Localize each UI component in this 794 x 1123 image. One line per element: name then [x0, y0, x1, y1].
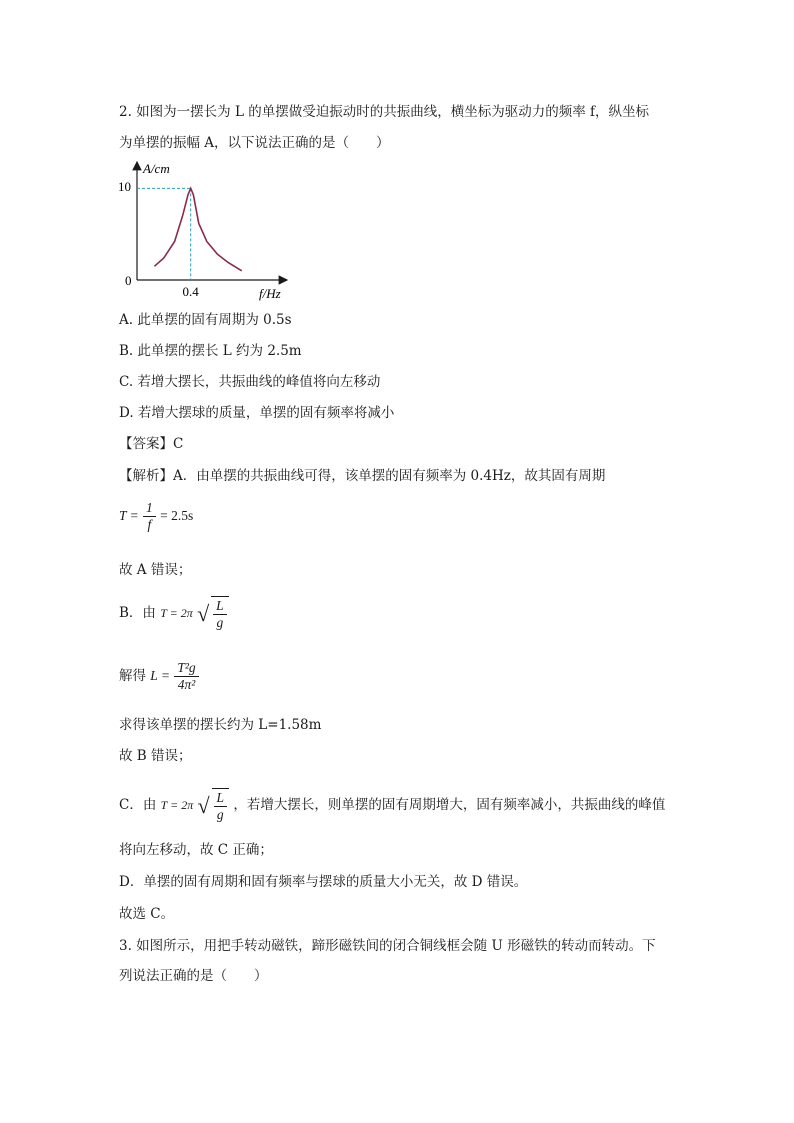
option-b: B. 此单摆的摆长 L 约为 2.5m [119, 343, 302, 359]
analysis-a: 【解析】A．由单摆的共振曲线可得，该单摆的固有频率为 0.4Hz，故其固有周期 [119, 468, 606, 484]
result-b: 求得该单摆的摆长约为 L=1.58m [119, 717, 322, 733]
x-axis-label: f/Hz [259, 286, 281, 301]
conclusion-a: 故 A 错误； [119, 562, 192, 578]
y-tick-label: 10 [118, 179, 131, 194]
analysis-b [119, 596, 229, 631]
resonance-curve [154, 188, 241, 270]
option-c: C. 若增大摆长，共振曲线的峰值将向左移动 [119, 374, 381, 390]
fraction-1-over-f [143, 500, 156, 533]
sqrt-numerator: L [213, 598, 227, 615]
q2-stem-line1: 2. 如图为一摆长为 L 的单摆做受迫振动时的共振曲线，横坐标为驱动力的频率 f，纵坐标 [119, 104, 650, 120]
option-a: A. 此单摆的固有周期为 0.5s [119, 312, 292, 328]
fraction-L-denominator: 4π² [177, 677, 196, 692]
final-choice: 故选 C。 [119, 906, 175, 922]
radical-sign: √ [197, 601, 210, 626]
radical-sign: √ [197, 793, 210, 818]
x-tick-label: 0.4 [182, 284, 199, 299]
solve-L [119, 660, 199, 693]
analysis-c-prefix: C．由 [119, 797, 157, 813]
analysis-d: D．单摆的固有周期和固有频率与摆球的质量大小无关，故 D 错误。 [119, 874, 528, 890]
sqrt-denominator: g [216, 615, 224, 630]
q2-stem-line2: 为单摆的振幅 A，以下说法正确的是（ ） [119, 135, 390, 151]
y-axis-label: A/cm [143, 161, 170, 176]
sqrt-denominator: g [216, 807, 224, 822]
q3-stem-line2: 列说法正确的是（ ） [119, 968, 268, 984]
solve-prefix: 解得 [119, 668, 146, 684]
q3-stem-line1: 3. 如图所示，用把手转动磁铁，蹄形磁铁间的闭合铜线框会随 U 形磁铁的转动而转动。下 [119, 938, 656, 954]
formula-period-c: T = 2π [160, 798, 194, 812]
formula-T-rhs: = 2.5s [160, 508, 194, 523]
fraction-numerator: 1 [143, 500, 156, 517]
formula-L-lhs: L = [150, 668, 171, 683]
fraction-denominator: f [147, 517, 152, 532]
formula-T-lhs: T = [119, 508, 139, 523]
sqrt-L-over-g-c [198, 788, 230, 823]
analysis-c-line2: 将向左移动，故 C 正确； [119, 842, 273, 858]
answer: 【答案】C [119, 436, 184, 452]
analysis-b-prefix: B．由 [119, 605, 156, 621]
origin-label: 0 [125, 273, 132, 288]
fraction-L [174, 660, 198, 693]
sqrt-L-over-g [197, 596, 229, 631]
formula-period-value [119, 500, 193, 533]
fraction-L-numerator: T²g [174, 660, 198, 677]
option-d: D. 若增大摆球的质量，单摆的固有频率将减小 [119, 405, 395, 421]
resonance-chart [117, 158, 317, 303]
formula-period: T = 2π [160, 606, 193, 620]
analysis-c [119, 788, 665, 823]
sqrt-numerator: L [214, 790, 228, 807]
conclusion-b: 故 B 错误； [119, 748, 192, 764]
analysis-c-suffix: ，若增大摆长，则单摆的固有周期增大，固有频率减小，共振曲线的峰值 [233, 797, 666, 813]
